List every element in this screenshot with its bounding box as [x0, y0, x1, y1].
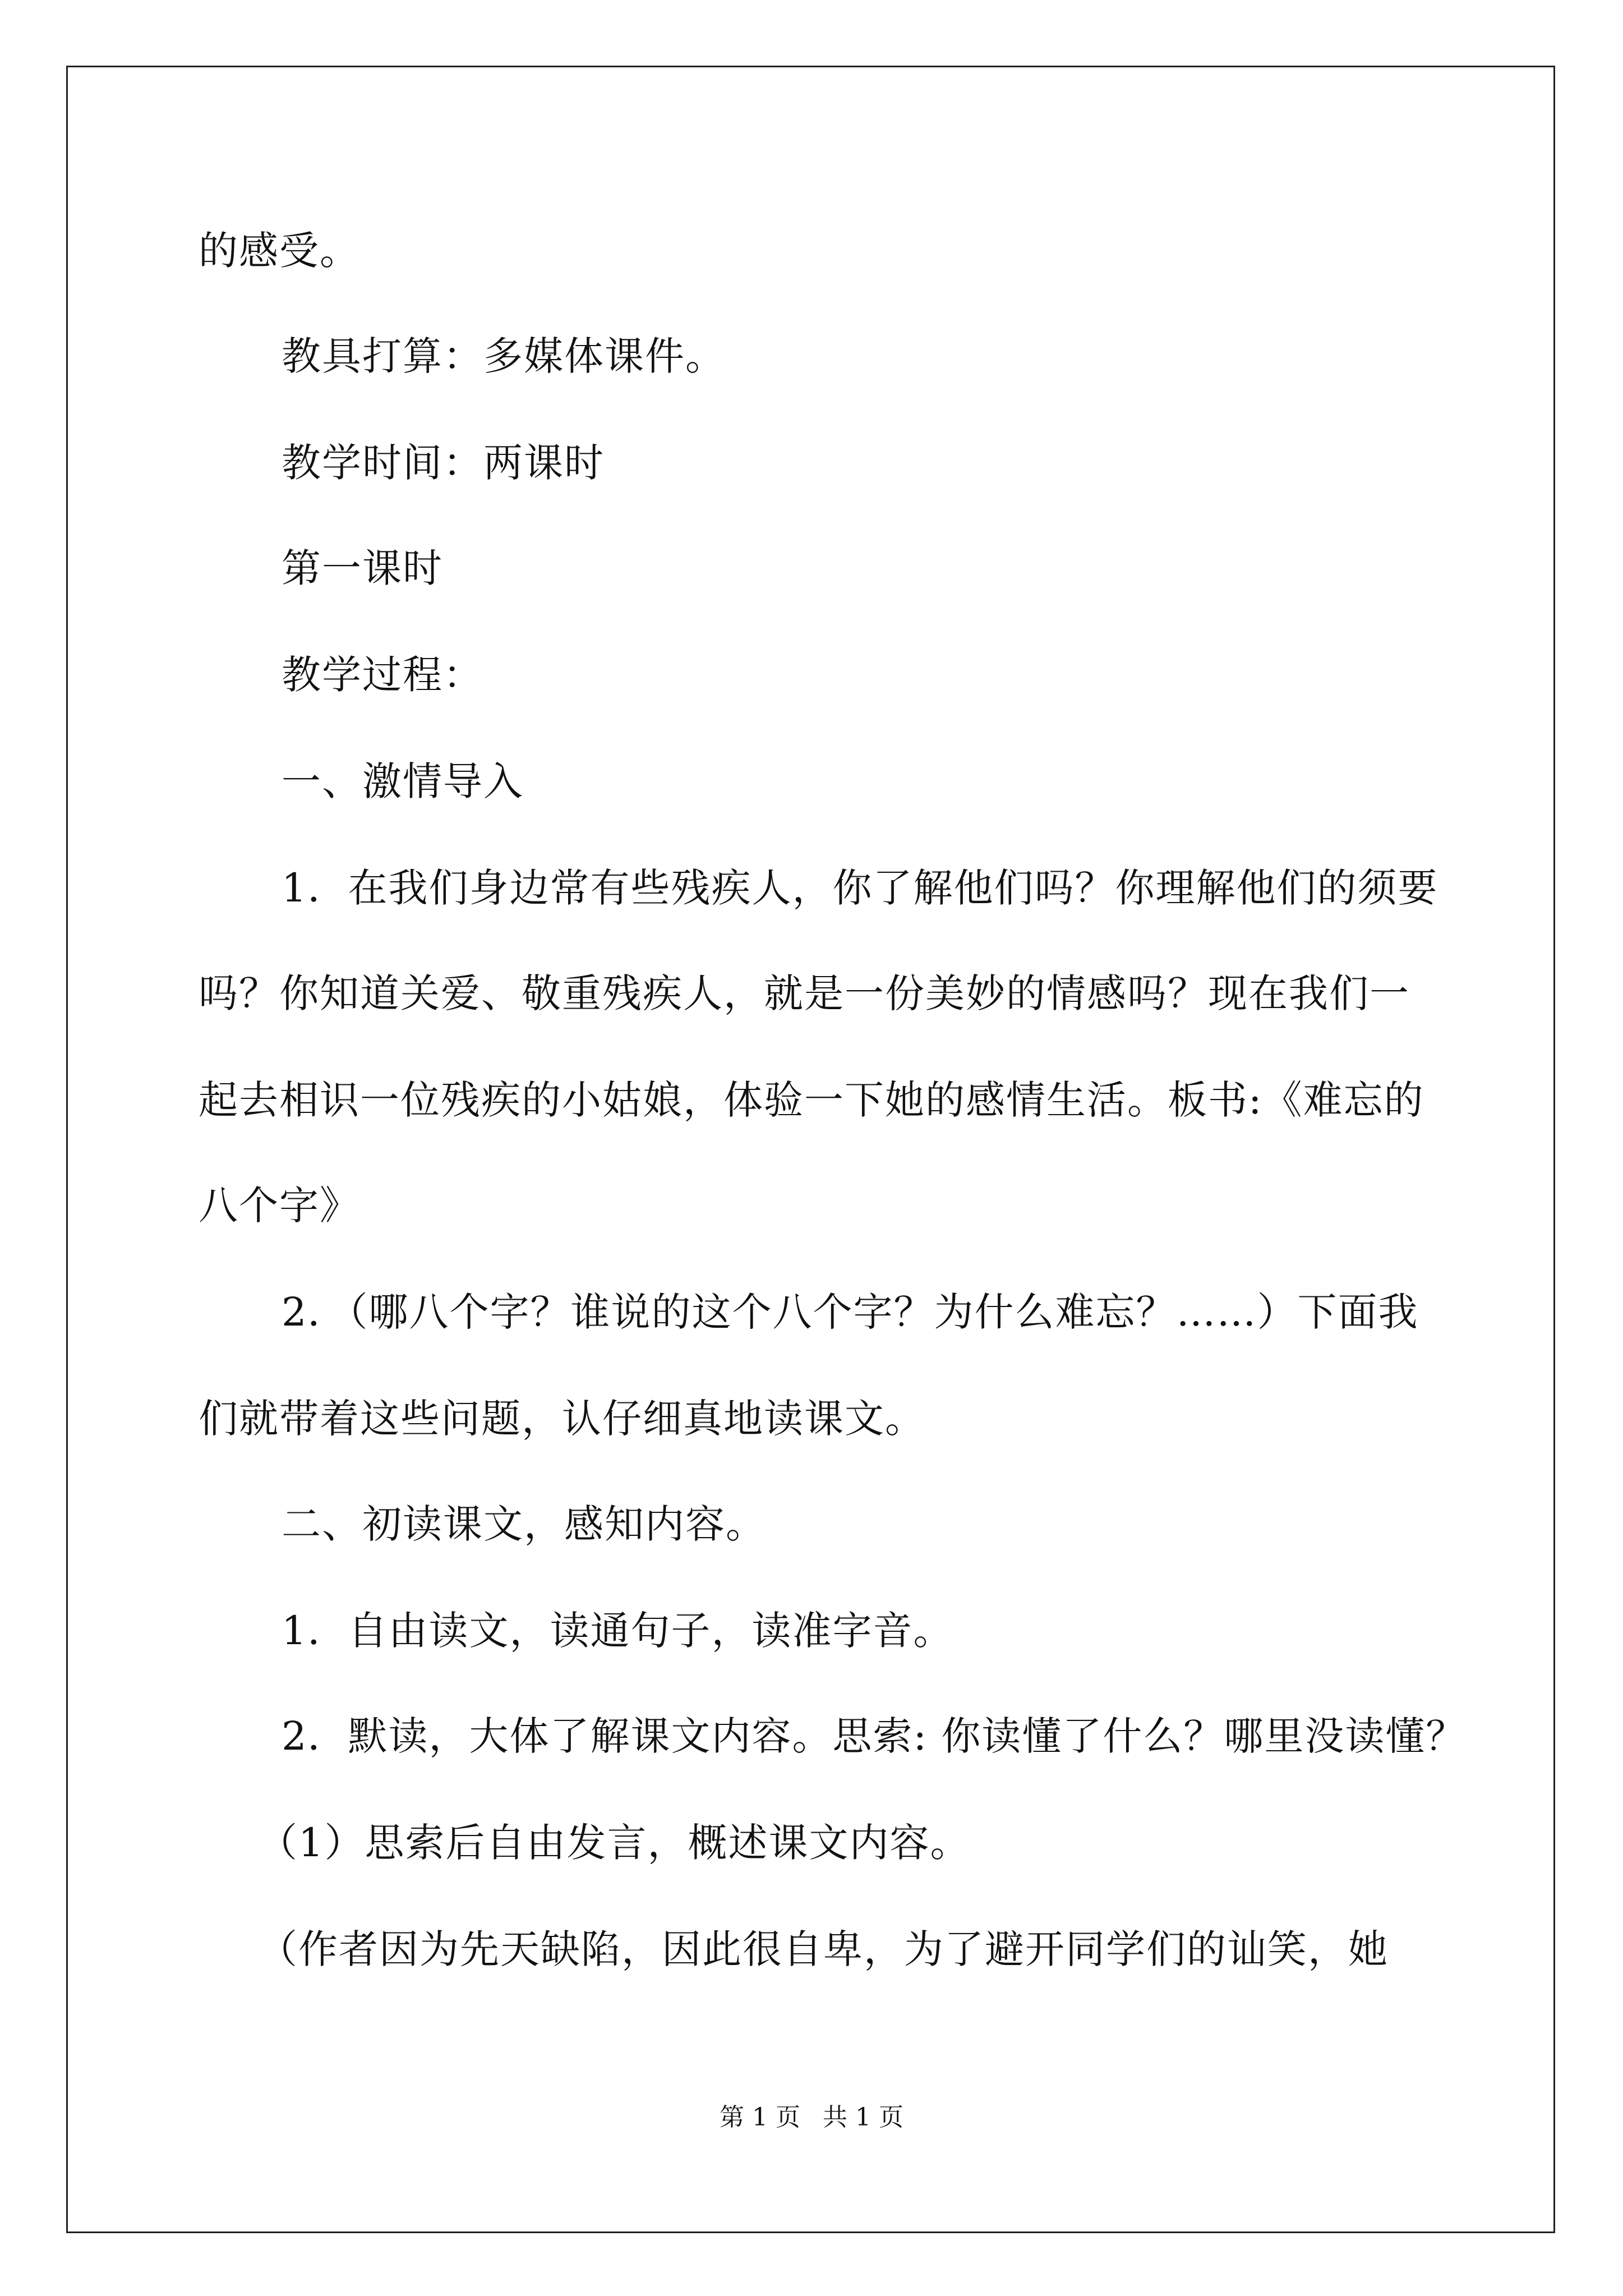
text-line: 1．自由读文，读通句子，读准字音。: [282, 1608, 954, 1654]
text-line: 教学时间：两课时: [282, 440, 605, 486]
page-footer: [0, 2102, 1623, 2133]
text-line: （1）思索后自由发言，概述课文内容。: [258, 1820, 971, 1866]
text-line: 2．（哪八个字？谁说的这个八个字？为什么难忘？……）下面我: [282, 1289, 1419, 1335]
page-number: 第 1 页: [720, 2103, 800, 2132]
text-line: 们就带着这些问题，认仔细真地读课文。: [199, 1396, 925, 1442]
text-line: （作者因为先天缺陷，因此很自卑，为了避开同学们的讪笑，她: [258, 1926, 1389, 1972]
section-heading: 二、初读课文，感知内容。: [282, 1501, 766, 1547]
section-heading: 一、激情导入: [282, 758, 524, 804]
text-line: 的感受。: [199, 228, 360, 274]
text-line: 八个字》: [199, 1182, 360, 1228]
text-line: 教具打算：多媒体课件。: [282, 333, 726, 379]
section-heading: 第一课时: [282, 545, 443, 591]
section-heading: 教学过程：: [282, 652, 483, 698]
page-border: [66, 66, 1555, 2233]
text-line: 2．默读，大体了解课文内容。思索: 你读懂了什么？哪里没读懂？: [282, 1713, 1467, 1759]
text-line: 起去相识一位残疾的小姑娘，体验一下她的感情生活。板书:《难忘的: [199, 1077, 1424, 1123]
text-line: 吗？你知道关爱、敬重残疾人，就是一份美妙的情感吗？现在我们一: [199, 970, 1410, 1016]
text-line: 1．在我们身边常有些残疾人，你了解他们吗？你理解他们的须要: [282, 865, 1438, 911]
page-total: 共 1 页: [823, 2103, 903, 2132]
